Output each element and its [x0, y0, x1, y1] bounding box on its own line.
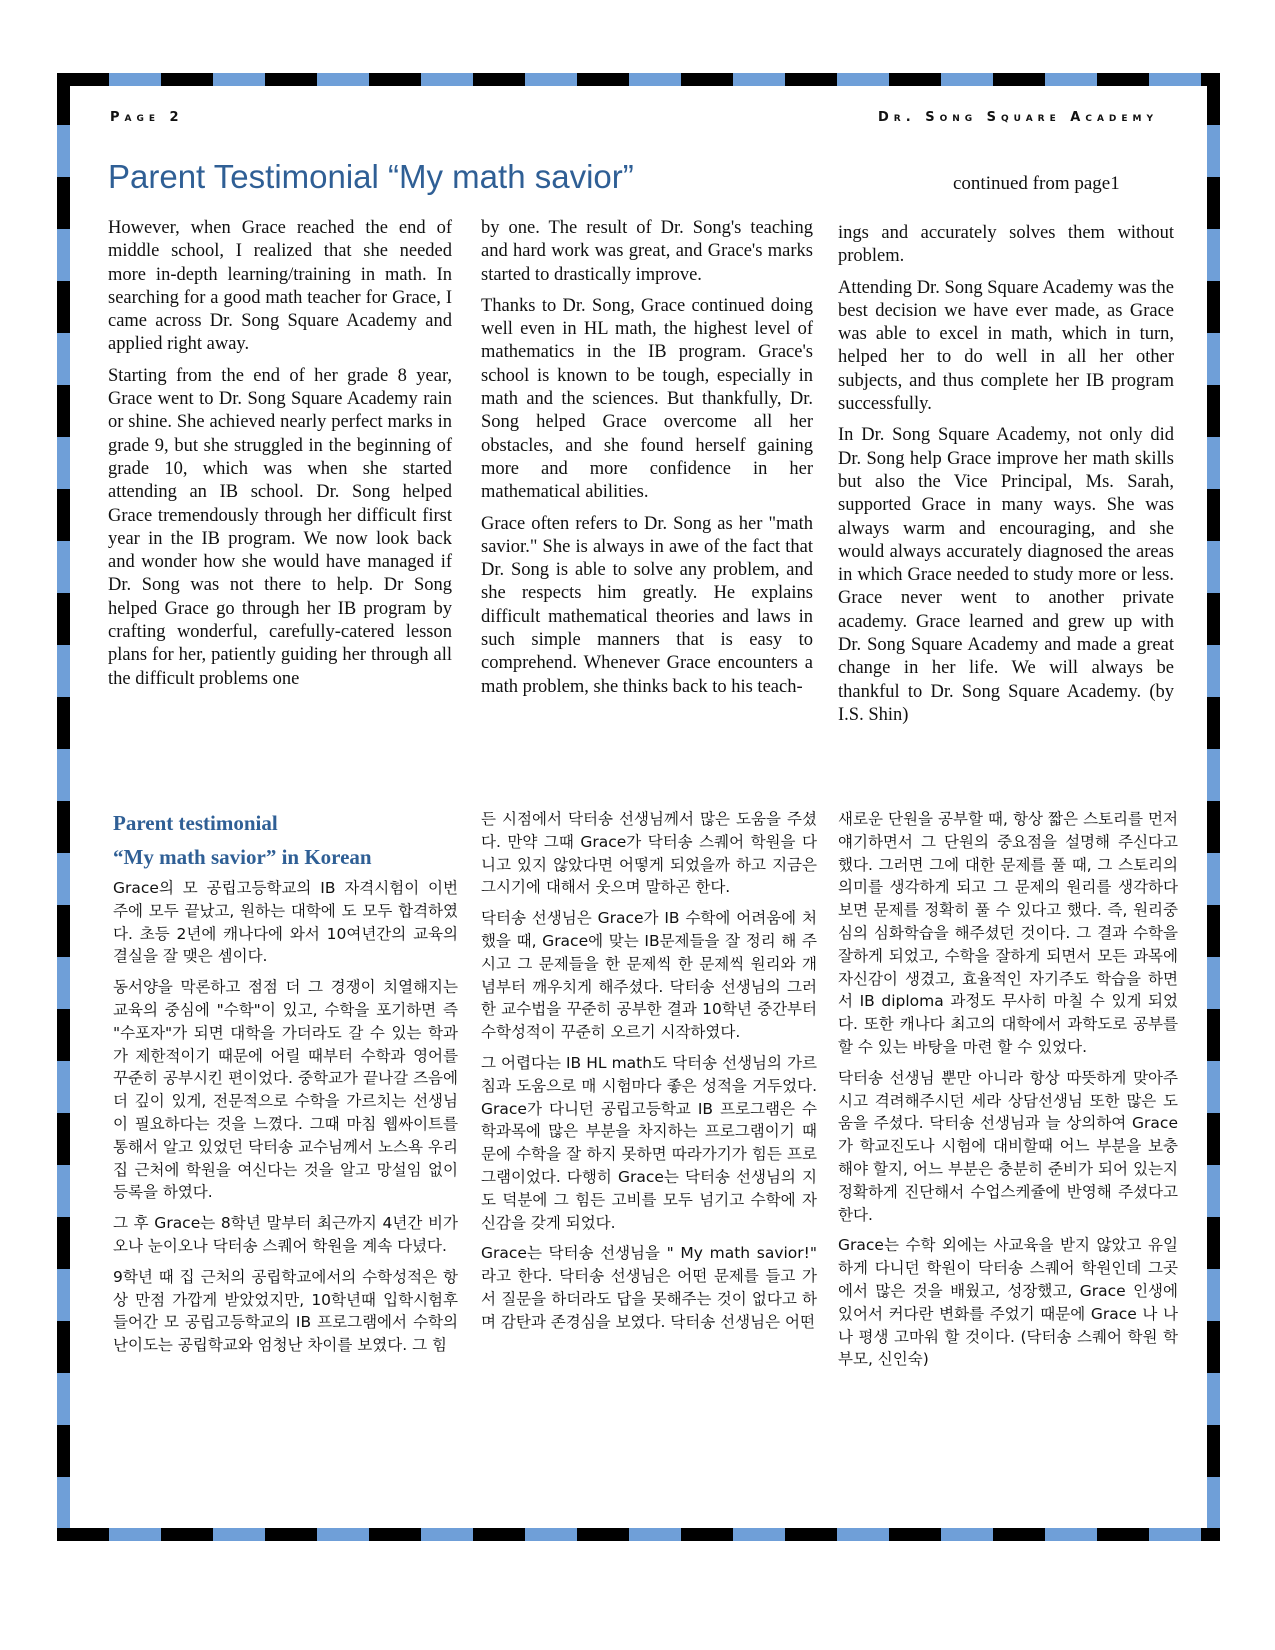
- paragraph: by one. The result of Dr. Song's teaching and hard work was great, and Grace's marks started to drastically improve.: [481, 218, 813, 285]
- english-column-1: [108, 217, 452, 699]
- paragraph: Attending Dr. Song Square Academy was the best decision we have ever made, as Grace was able to excel in math, which in turn, helped her to do well in all her other subjects, and thus complete her IB program successfully.: [838, 277, 1174, 415]
- article-title: Parent Testimonial “My math savior”: [108, 158, 634, 195]
- paragraph: Starting from the end of her grade 8 year, Grace went to Dr. Song Square Academy rain or shine. She achieved nearly perfect marks in grade 9, but she struggled in the beginning of grade 10, which was when she started attending an IB school. Dr. Song helped Grace tremendously through her difficult first year in the IB program. We now look back and wonder how she would have managed if Dr. Song was not there to help. Dr Song helped Grace go through her IB program by crafting wonderful, carefully-catered lesson plans for her, patiently guiding her through all the difficult problems one: [108, 365, 452, 689]
- paragraph: However, when Grace reached the end of middle school, I realized that she needed more in-depth learning/training in math. In searching for a good math teacher for Grace, I came across Dr. Song Square Academy and applied right away.: [108, 218, 452, 355]
- paragraph: 닥터송 선생님은 Grace가 IB 수학에 어려움에 처했을 때, Grace에 맞는 IB문제들을 잘 정리 해 주시고 그 문제들을 한 문제씩 한 문제씩 원리와 개념부터 깨우치게 해주셨다. 닥터송 선생님의 그러한 교수법을 꾸준히 공부한 결과 10학년 중간부터 수학성적이 꾸준히 오르기 시작하였다.: [481, 909, 817, 1042]
- english-column-2: [481, 217, 813, 707]
- paragraph: 든 시점에서 닥터송 선생님께서 많은 도움을 주셨다. 만약 그때 Grace가 닥터송 스퀘어 학원을 다니고 있지 않았다면 어떻게 되었을까 하고 지금은 그시기에 대해서 웃으며 말하곤 한다.: [481, 810, 817, 897]
- paragraph: ings and accurately solves them without problem.: [838, 223, 1174, 267]
- academy-name: Dr. Song Square Academy: [878, 110, 1158, 125]
- paragraph: 그 어렵다는 IB HL math도 닥터송 선생님의 가르침과 도움으로 매 시험마다 좋은 성적을 거두었다. Grace가 다니던 공립고등학교 IB 프로그램은 수학과목에 많은 부분을 차지하는 프로그램이기 때문에 수학을 잘 하지 못하면 따라가기가 힘든 프로그램이었다. 다행히 Grace는 닥터송 선생님의 지도 덕분에 그 힘든 고비를 모두 넘기고 수학에 자신감을 갖게 되었다.: [481, 1053, 817, 1232]
- korean-section-title: Parent testimonial: [113, 811, 278, 835]
- paragraph: Grace의 모 공립고등학교의 IB 자격시험이 이번 주에 모두 끝났고, 원하는 대학에 도 모두 합격하였다. 초등 2년에 캐나다에 와서 10여년간의 교육의 결실을 잘 맺은 셈이다.: [113, 879, 458, 966]
- korean-column-1: [113, 877, 458, 1365]
- paragraph: 그 후 Grace는 8학년 말부터 최근까지 4년간 비가오나 눈이오나 닥터송 스퀘어 학원을 계속 다녔다.: [113, 1214, 458, 1255]
- continued-note: continued from page1: [953, 173, 1120, 194]
- paragraph: In Dr. Song Square Academy, not only did Dr. Song help Grace improve her math skills but also the Vice Principal, Ms. Sarah, supported Grace in many ways. She was always warm and encouraging, and she would always accurately diagnosed the areas in which Grace needed to study more or less. Grace never went to another private academy. Grace learned and grew up with Dr. Song Square Academy and made a great change in her life. We will always be thankful to Dr. Song Square Academy. (by I.S. Shin): [838, 425, 1174, 725]
- korean-column-2: [481, 808, 817, 1342]
- paragraph: 동서양을 막론하고 점점 더 그 경쟁이 치열해지는 교육의 중심에 "수학"이 있고, 수학을 포기하면 즉 "수포자"가 되면 대학을 가더라도 갈 수 있는 학과가 제한적이기 때문에 어릴 때부터 수학과 영어를 꾸준히 공부시킨 편이었다. 중학교가 끝나갈 즈음에 더 깊이 있게, 전문적으로 수학을 가르치는 선생님이 필요하다는 것을 느꼈다. 그때 마침 웹싸이트를 통해서 알고 있었던 닥터송 교수님께서 노스욕 우리 집 근처에 학원을 여신다는 것을 알고 망설임 없이 등록을 하였다.: [113, 978, 458, 1202]
- korean-section-subtitle: “My math savior” in Korean: [113, 845, 372, 869]
- paragraph: Thanks to Dr. Song, Grace continued doing well even in HL math, the highest level of mathematics in the IB program. Grace's school is known to be tough, especially in math and the sciences. But thankfully, Dr. Song helped Grace overcome all her obstacles, and she found herself gaining more and more confidence in her mathematical abilities.: [481, 295, 813, 503]
- paragraph: Grace는 닥터송 선생님을 " My math savior!" 라고 한다. 닥터송 선생님은 어떤 문제를 들고 가서 질문을 하더라도 답을 못해주는 것이 없다고 하며 감탄과 존경심을 보였다. 닥터송 선생님은 어떤: [481, 1244, 817, 1331]
- paragraph: 닥터송 선생님 뿐만 아니라 항상 따뜻하게 맞아주시고 격려해주시던 세라 상담선생님 또한 많은 도움을 주셨다. 닥터송 선생님과 늘 상의하여 Grace 가 학교진도나 시험에 대비할때 어느 부분을 보충 해야 할지, 어느 부분은 충분히 준비가 되어 있는지 정확하게 진단해서 수업스케쥴에 반영해 주셨다고 한다.: [838, 1068, 1178, 1224]
- paragraph: Grace often refers to Dr. Song as her "math savior." She is always in awe of the fact that Dr. Song is able to solve any problem, and she respects him greatly. He explains difficult mathematical theories and laws in such simple manners that is easy to comprehend. Whenever Grace encounters a math problem, she thinks back to his teach-: [481, 513, 813, 697]
- paragraph: 9학년 때 집 근처의 공립학교에서의 수학성적은 항상 만점 가깝게 받았었지만, 10학년때 입학시험후 들어간 모 공립고등학교의 IB 프로그램에서 수학의 난이도는 공립학교와 엄청난 차이를 보였다. 그 힘: [113, 1267, 458, 1355]
- page-number: Page 2: [110, 110, 184, 125]
- paragraph: Grace는 수학 외에는 사교육을 받지 않았고 유일하게 다니던 학원이 닥터송 스퀘어 학원인데 그곳에서 많은 것을 배웠고, 성장했고, Grace 인생에 있어서 커다란 변화를 주었기 때문에 Grace 나 나나 평생 고마워 할 것이다. (닥터송 스퀘어 학원 학부모, 신인숙): [838, 1236, 1178, 1369]
- english-column-3: [838, 222, 1174, 735]
- korean-column-3: [838, 808, 1178, 1379]
- paragraph: 새로운 단원을 공부할 때, 항상 짧은 스토리를 먼저 얘기하면서 그 단원의 중요점을 설명해 주신다고 했다. 그러면 그에 대한 문제를 풀 때, 그 스토리의 의미를 생각하게 되고 그 문제의 원리를 생각하다 보면 문제를 정확히 풀 수 있다고 했다. 즉, 원리중심의 심화학습을 해주셨던 것이다. 그 결과 수학을 잘하게 되었고, 수학을 잘하게 되면서 모든 과목에 자신감이 생겼고, 효율적인 자기주도 학습을 하면서 IB diploma 과정도 무사히 마칠 수 있게 되었다. 또한 캐나다 최고의 대학에서 과학도로 공부를 할 수 있는 바탕을 마련 할 수 있었다.: [838, 810, 1178, 1056]
